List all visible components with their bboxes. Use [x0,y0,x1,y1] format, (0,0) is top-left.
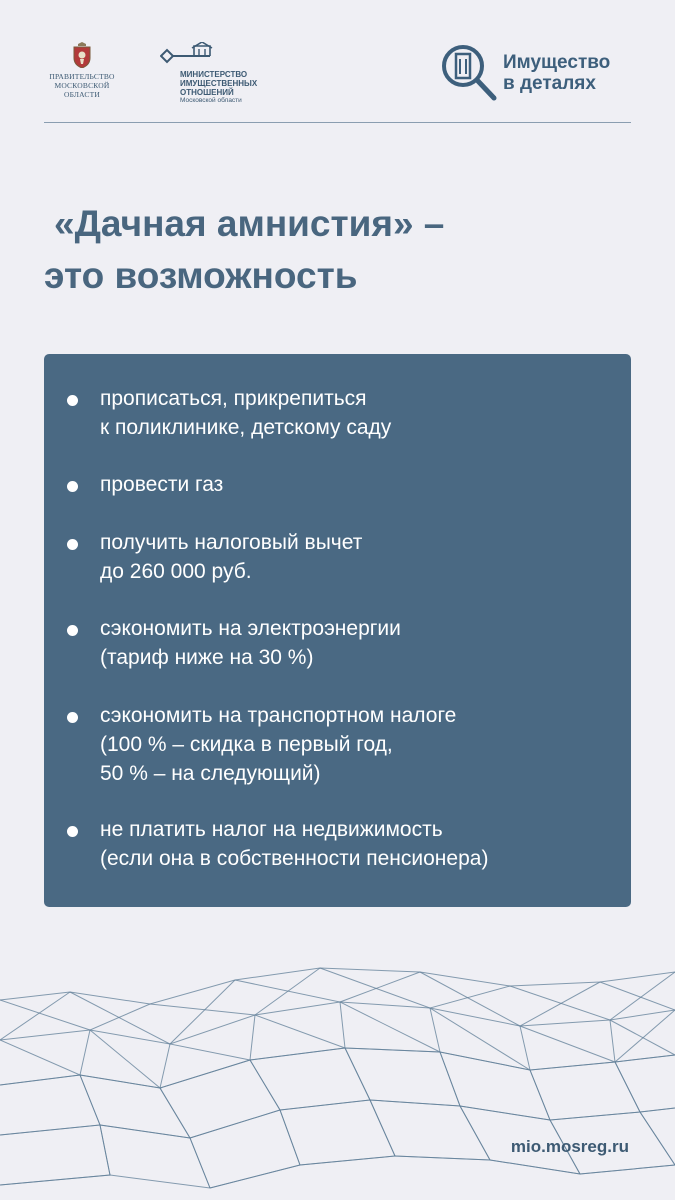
benefit-line: сэкономить на транспортном налоге [100,704,457,727]
ministry-name-line-2: ИМУЩЕСТВЕННЫХ [180,79,258,88]
ministry-region: Московской области [180,97,242,104]
benefit-line: прописаться, прикрепиться [100,387,367,410]
gov-logo-line-3: ОБЛАСТИ [63,90,101,99]
header [44,38,631,123]
brand-logo [439,42,631,102]
bullet-icon [67,826,78,837]
benefit-line: получить налоговый вычет [100,531,363,554]
benefit-line: к поликлинике, детскому саду [100,416,392,439]
benefit-line: до 260 000 руб. [100,560,252,583]
benefit-line: не платить налог на недвижимость [100,818,443,841]
benefits-card [44,354,631,907]
government-logo [44,42,120,99]
bullet-icon [67,481,78,492]
brand-line-2: в деталях [503,73,596,94]
bullet-icon [67,625,78,636]
bullet-icon [67,395,78,406]
gov-logo-line-1: ПРАВИТЕЛЬСТВО [49,72,115,81]
key-building-icon [160,42,220,68]
benefit-line: сэкономить на электроэнергии [100,617,401,640]
benefit-line: (тариф ниже на 30 %) [100,646,314,669]
coat-of-arms-icon [71,42,93,68]
magnifier-building-icon [439,42,501,104]
website-link[interactable]: mio.mosreg.ru [510,1137,629,1156]
title-line-1: «Дачная амнистия» – [54,203,445,244]
benefit-line: (100 % – скидка в первый год, [100,733,393,756]
benefit-line: провести газ [100,473,224,496]
bullet-icon [67,539,78,550]
ministry-name-line-3: ОТНОШЕНИЙ [180,88,234,97]
bullet-icon [67,712,78,723]
gov-logo-line-2: МОСКОВСКОЙ [54,81,110,90]
benefit-line: 50 % – на следующий) [100,762,321,785]
wireframe-mesh-decoration [0,960,675,1200]
benefit-line: (если она в собственности пенсионера) [100,847,489,870]
brand-line-1: Имущество [503,52,611,73]
ministry-name-line-1: МИНИСТЕРСТВО [180,70,248,79]
ministry-logo [160,42,280,104]
title-line-2: это возможность [44,255,358,296]
page-title [44,198,644,302]
